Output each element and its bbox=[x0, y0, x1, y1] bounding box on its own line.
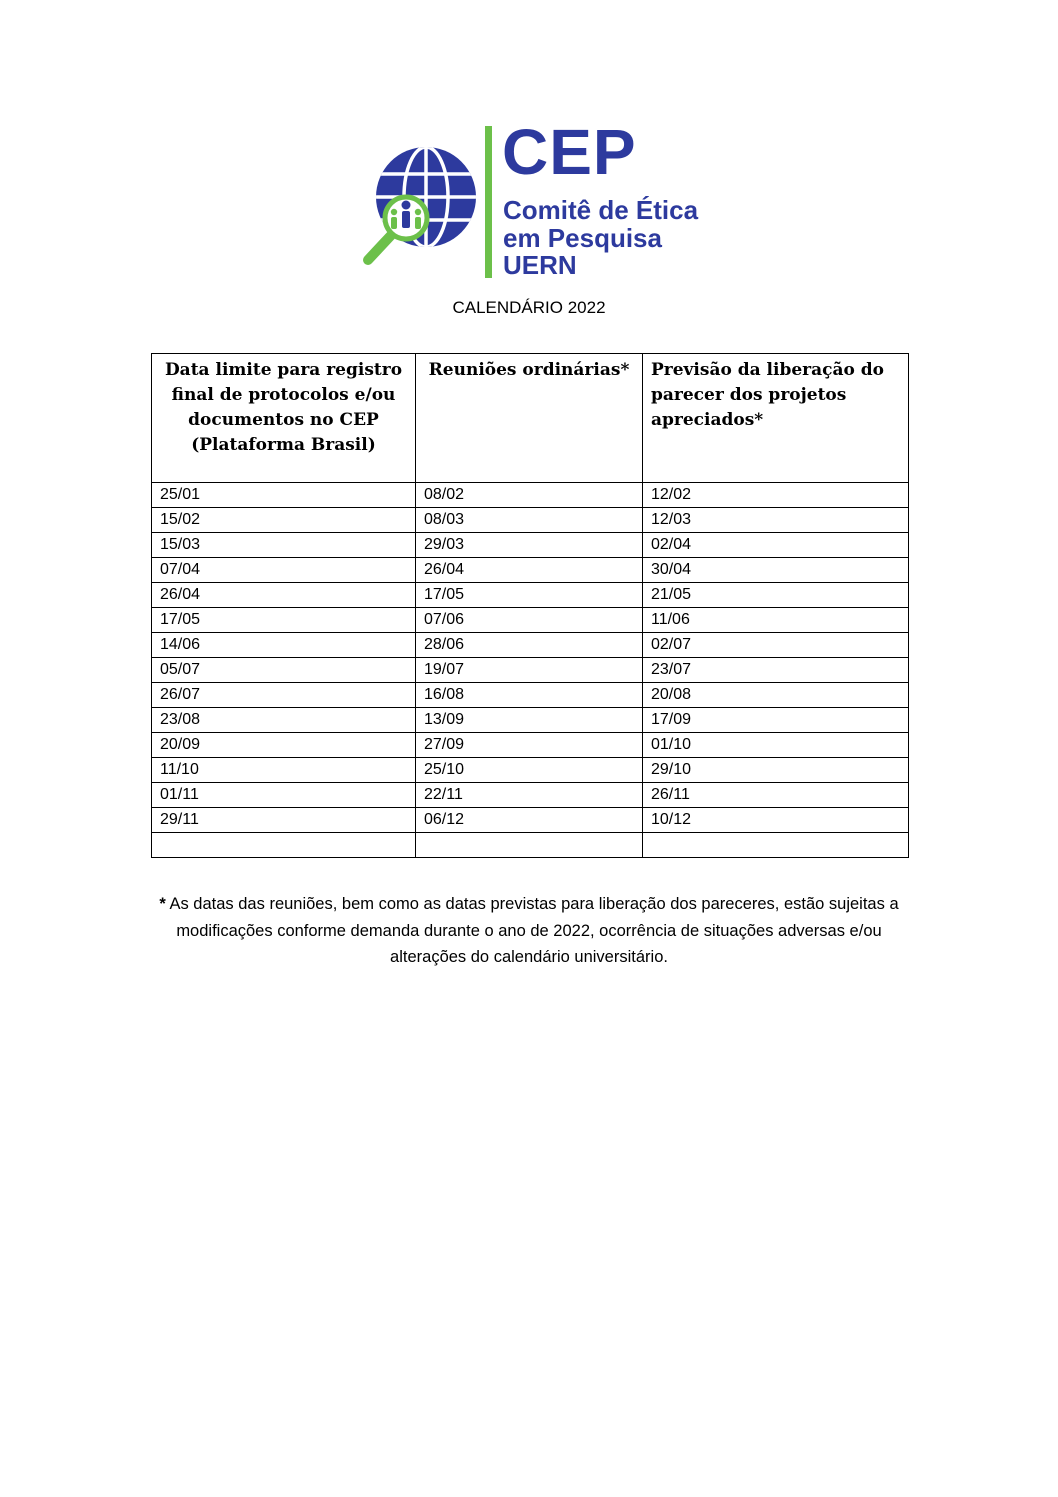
table-row bbox=[152, 608, 909, 633]
header-meetings: Reuniões ordinárias* bbox=[416, 354, 643, 483]
table-row bbox=[152, 708, 909, 733]
release-cell: 29/10 bbox=[643, 758, 909, 783]
deadline-cell: 05/07 bbox=[152, 658, 416, 683]
deadline-cell: 25/01 bbox=[152, 483, 416, 508]
deadline-cell: 11/10 bbox=[152, 758, 416, 783]
release-cell: 20/08 bbox=[643, 683, 909, 708]
meeting-cell: 07/06 bbox=[416, 608, 643, 633]
deadline-cell: 26/04 bbox=[152, 583, 416, 608]
release-cell: 11/06 bbox=[643, 608, 909, 633]
meeting-cell: 08/02 bbox=[416, 483, 643, 508]
meeting-cell: 29/03 bbox=[416, 533, 643, 558]
deadline-cell bbox=[152, 833, 416, 858]
meeting-cell: 27/09 bbox=[416, 733, 643, 758]
header-deadline: Data limite para registro final de protocolos e/ou documentos no CEP (Plataforma Brasil) bbox=[152, 354, 416, 483]
footnote-text: As datas das reuniões, bem como as datas previstas para liberação dos pareceres, estão sujeitas a modificações conforme demanda durante o ano de 2022, ocorrência de situações adversas e/ou alterações do calendário universitário. bbox=[165, 895, 899, 966]
deadline-cell: 20/09 bbox=[152, 733, 416, 758]
release-cell: 02/04 bbox=[643, 533, 909, 558]
release-cell: 21/05 bbox=[643, 583, 909, 608]
deadline-cell: 23/08 bbox=[152, 708, 416, 733]
release-cell: 01/10 bbox=[643, 733, 909, 758]
table-row bbox=[152, 583, 909, 608]
deadline-cell: 17/05 bbox=[152, 608, 416, 633]
table-header-row bbox=[152, 354, 909, 483]
release-cell bbox=[643, 833, 909, 858]
table-row bbox=[152, 508, 909, 533]
release-cell: 12/03 bbox=[643, 508, 909, 533]
cep-logo bbox=[358, 116, 718, 282]
meeting-cell: 19/07 bbox=[416, 658, 643, 683]
logo-divider bbox=[485, 126, 492, 278]
table-row bbox=[152, 808, 909, 833]
deadline-cell: 29/11 bbox=[152, 808, 416, 833]
table-row bbox=[152, 633, 909, 658]
deadline-cell: 26/07 bbox=[152, 683, 416, 708]
meeting-cell: 22/11 bbox=[416, 783, 643, 808]
table-row bbox=[152, 758, 909, 783]
logo-line-2: em Pesquisa bbox=[503, 223, 662, 253]
meeting-cell: 28/06 bbox=[416, 633, 643, 658]
footnote bbox=[150, 891, 908, 971]
table-row bbox=[152, 483, 909, 508]
table-row bbox=[152, 733, 909, 758]
logo-line-1: Comitê de Ética bbox=[503, 195, 699, 225]
meeting-cell: 17/05 bbox=[416, 583, 643, 608]
table-row bbox=[152, 833, 909, 858]
table-row bbox=[152, 533, 909, 558]
release-cell: 17/09 bbox=[643, 708, 909, 733]
release-cell: 26/11 bbox=[643, 783, 909, 808]
table-row bbox=[152, 683, 909, 708]
meeting-cell bbox=[416, 833, 643, 858]
header-release: Previsão da liberação do parecer dos projetos apreciados* bbox=[643, 354, 909, 483]
release-cell: 23/07 bbox=[643, 658, 909, 683]
table-row bbox=[152, 558, 909, 583]
release-cell: 02/07 bbox=[643, 633, 909, 658]
meeting-cell: 26/04 bbox=[416, 558, 643, 583]
meeting-cell: 13/09 bbox=[416, 708, 643, 733]
table-row bbox=[152, 658, 909, 683]
meeting-cell: 08/03 bbox=[416, 508, 643, 533]
release-cell: 30/04 bbox=[643, 558, 909, 583]
deadline-cell: 07/04 bbox=[152, 558, 416, 583]
meeting-cell: 16/08 bbox=[416, 683, 643, 708]
deadline-cell: 15/02 bbox=[152, 508, 416, 533]
meeting-cell: 06/12 bbox=[416, 808, 643, 833]
table-row bbox=[152, 783, 909, 808]
logo-line-3: UERN bbox=[503, 250, 577, 280]
deadline-cell: 14/06 bbox=[152, 633, 416, 658]
page-title: CALENDÁRIO 2022 bbox=[452, 298, 606, 317]
footnote-marker: * bbox=[159, 895, 166, 913]
release-cell: 12/02 bbox=[643, 483, 909, 508]
release-cell: 10/12 bbox=[643, 808, 909, 833]
meeting-cell: 25/10 bbox=[416, 758, 643, 783]
globe-magnifier-icon bbox=[358, 122, 488, 282]
calendar-table bbox=[151, 353, 909, 858]
deadline-cell: 01/11 bbox=[152, 783, 416, 808]
logo-acronym: CEP bbox=[502, 116, 637, 188]
deadline-cell: 15/03 bbox=[152, 533, 416, 558]
